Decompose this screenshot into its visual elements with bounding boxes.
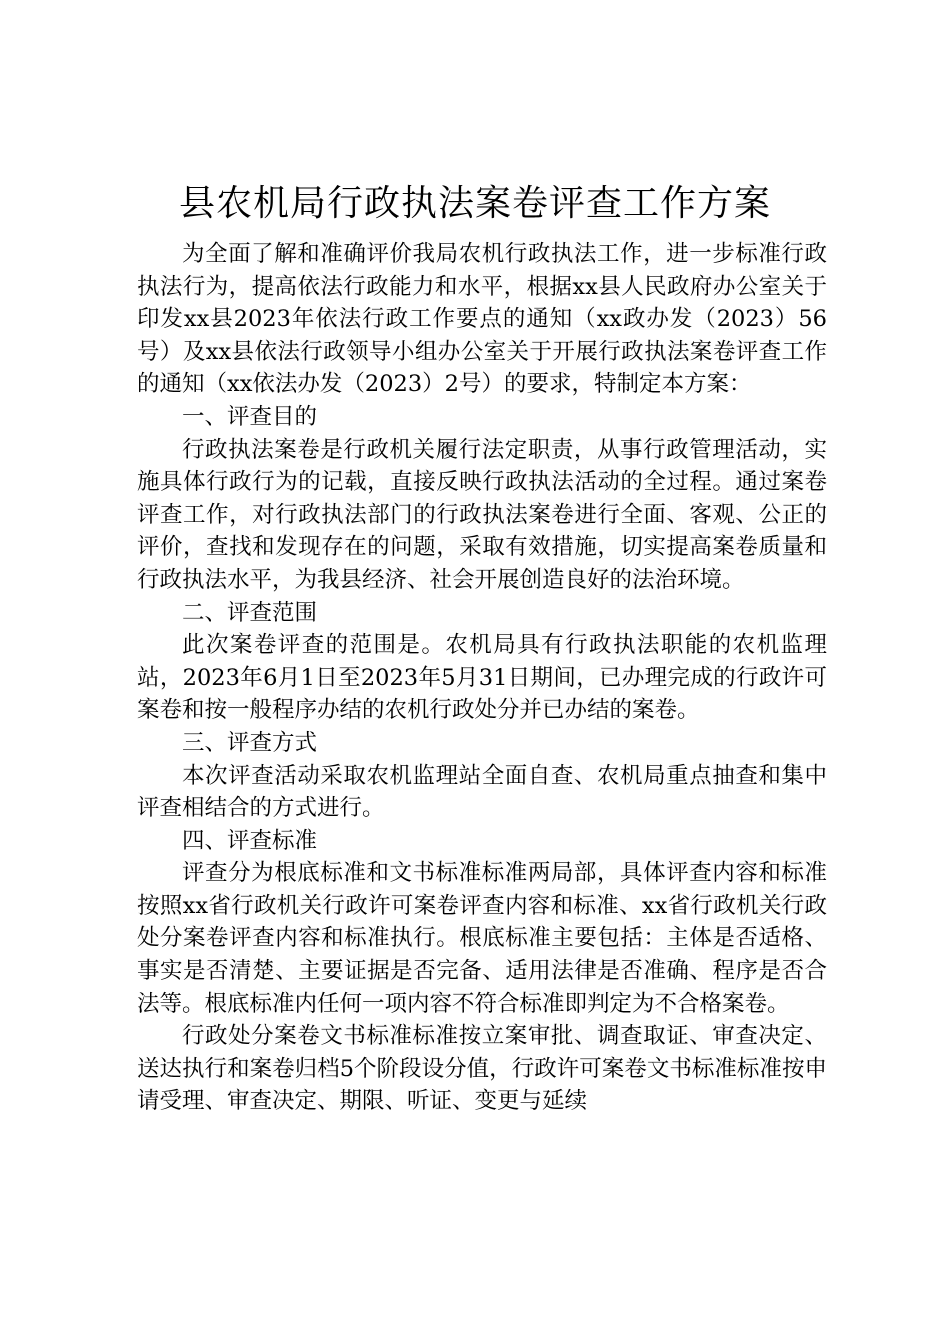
paragraph-intro: 为全面了解和准确评价我局农机行政执法工作，进一步标准行政执法行为，提高依法行政能力和水平，根据xx县人民政府办公室关于印发xx县2023年依法行政工作要点的通知（xx政办发（2023）56号）及xx县依法行政领导小组办公室关于开展行政执法案卷评查工作的通知（xx依法办发（2023）2号）的要求，特制定本方案： <box>137 241 827 398</box>
paragraph-standard: 评查分为根底标准和文书标准标准两局部，具体评查内容和标准按照xx省行政机关行政许可案卷评查内容和标准、xx省行政机关行政处分案卷评查内容和标准执行。根底标准主要包括：主体是否适格、事实是否清楚、主要证据是否完备、适用法律是否准确、程序是否合法等。根底标准内任何一项内容不符合标准即判定为不合格案卷。 <box>137 860 827 1017</box>
document-title: 县农机局行政执法案卷评查工作方案 <box>178 183 771 224</box>
section-heading-method: 三、评查方式 <box>182 729 318 756</box>
section-heading-standard: 四、评查标准 <box>182 827 318 854</box>
paragraph-purpose: 行政执法案卷是行政机关履行法定职责，从事行政管理活动，实施具体行政行为的记载，直接反映行政执法活动的全过程。通过案卷评查工作，对行政执法部门的行政执法案卷进行全面、客观、公正的评价，查找和发现存在的问题，采取有效措施，切实提高案卷质量和行政执法水平，为我县经济、社会开展创造良好的法治环境。 <box>137 436 827 593</box>
paragraph-method: 本次评查活动采取农机监理站全面自查、农机局重点抽查和集中评查相结合的方式进行。 <box>137 762 827 822</box>
paragraph-document-standard: 行政处分案卷文书标准标准按立案审批、调查取证、审查决定、送达执行和案卷归档5个阶段设分值，行政许可案卷文书标准标准按申请受理、审查决定、期限、听证、变更与延续 <box>137 1023 827 1115</box>
section-heading-purpose: 一、评查目的 <box>182 403 318 430</box>
document-body <box>137 238 827 1118</box>
paragraph-scope: 此次案卷评查的范围是。农机局具有行政执法职能的农机监理站，2023年6月1日至2023年5月31日期间，已办理完成的行政许可案卷和按一般程序办结的农机行政处分并已办结的案卷。 <box>137 632 827 724</box>
section-heading-scope: 二、评查范围 <box>182 599 318 626</box>
